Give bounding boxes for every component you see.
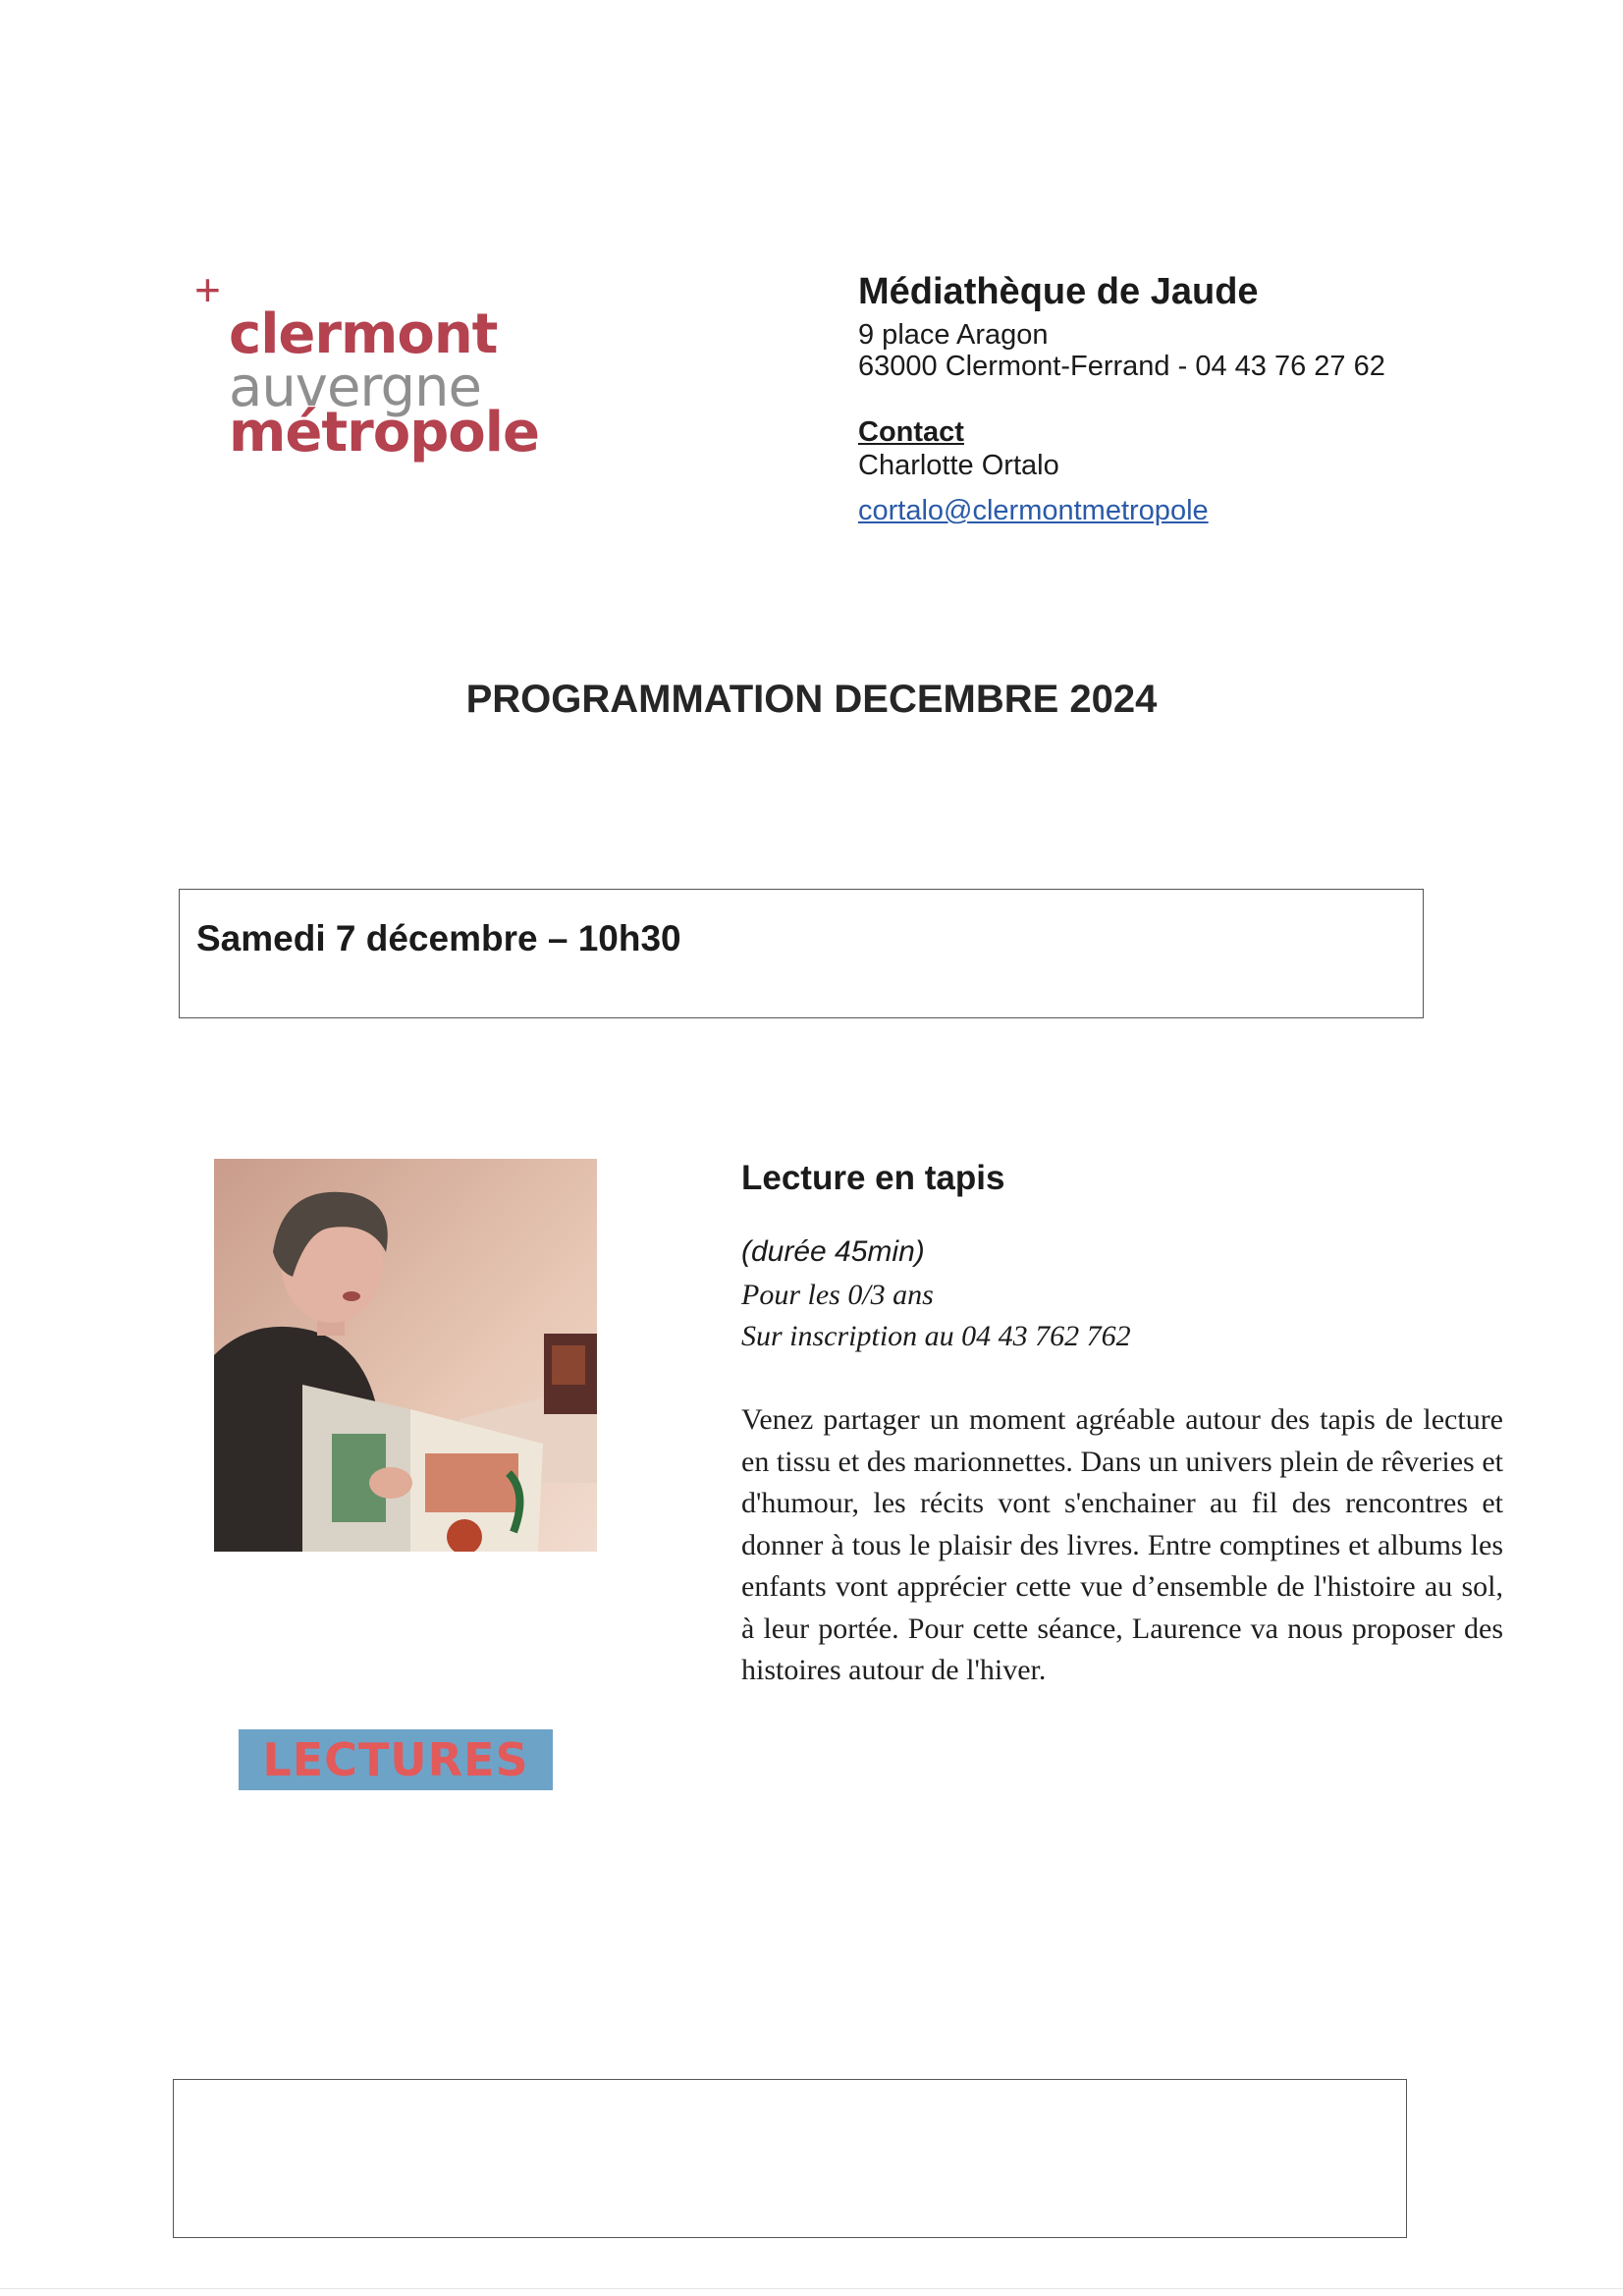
category-label: LECTURES (262, 1733, 529, 1786)
event-registration: Sur inscription au 04 43 762 762 (741, 1320, 1131, 1352)
venue-city-phone: 63000 Clermont-Ferrand - 04 43 76 27 62 (858, 351, 1385, 382)
venue-name: Médiathèque de Jaude (858, 271, 1259, 312)
event-title: Lecture en tapis (741, 1159, 1005, 1197)
venue-street: 9 place Aragon (858, 319, 1049, 351)
logo-line-metropole: métropole (229, 401, 539, 465)
page-bottom-line (0, 2288, 1623, 2289)
logo-plus-sign: + (194, 264, 221, 315)
reader-with-book-image (214, 1159, 597, 1552)
logo-line-auvergne: auvergne (229, 355, 481, 419)
event-photo (214, 1159, 597, 1552)
event-audience: Pour les 0/3 ans (741, 1279, 934, 1311)
category-banner (239, 1729, 553, 1790)
contact-name: Charlotte Ortalo (858, 450, 1059, 481)
empty-bottom-box (173, 2079, 1407, 2238)
event-date-time: Samedi 7 décembre – 10h30 (196, 918, 681, 958)
logo-line-clermont: clermont (229, 302, 498, 366)
contact-label: Contact (858, 416, 964, 448)
event-duration: (durée 45min) (741, 1235, 925, 1268)
event-description: Venez partager un moment agréable autour des tapis de lecture en tissu et des marionnettes. Dans un univers plein de rêveries et d'humour, les récits vont s'enchainer au fil des rencontres et donner à tous le plaisir des livres. Entre comptines et albums les enfants vont apprécier cette vue d’ensemble de l'histoire au sol, à leur portée. Pour cette séance, Laurence va nous proposer des histoires autour de l'hiver. (741, 1403, 1503, 1686)
page-title: PROGRAMMATION DECEMBRE 2024 (465, 678, 1158, 721)
contact-email-link[interactable]: cortalo@clermontmetropole (858, 495, 1209, 526)
